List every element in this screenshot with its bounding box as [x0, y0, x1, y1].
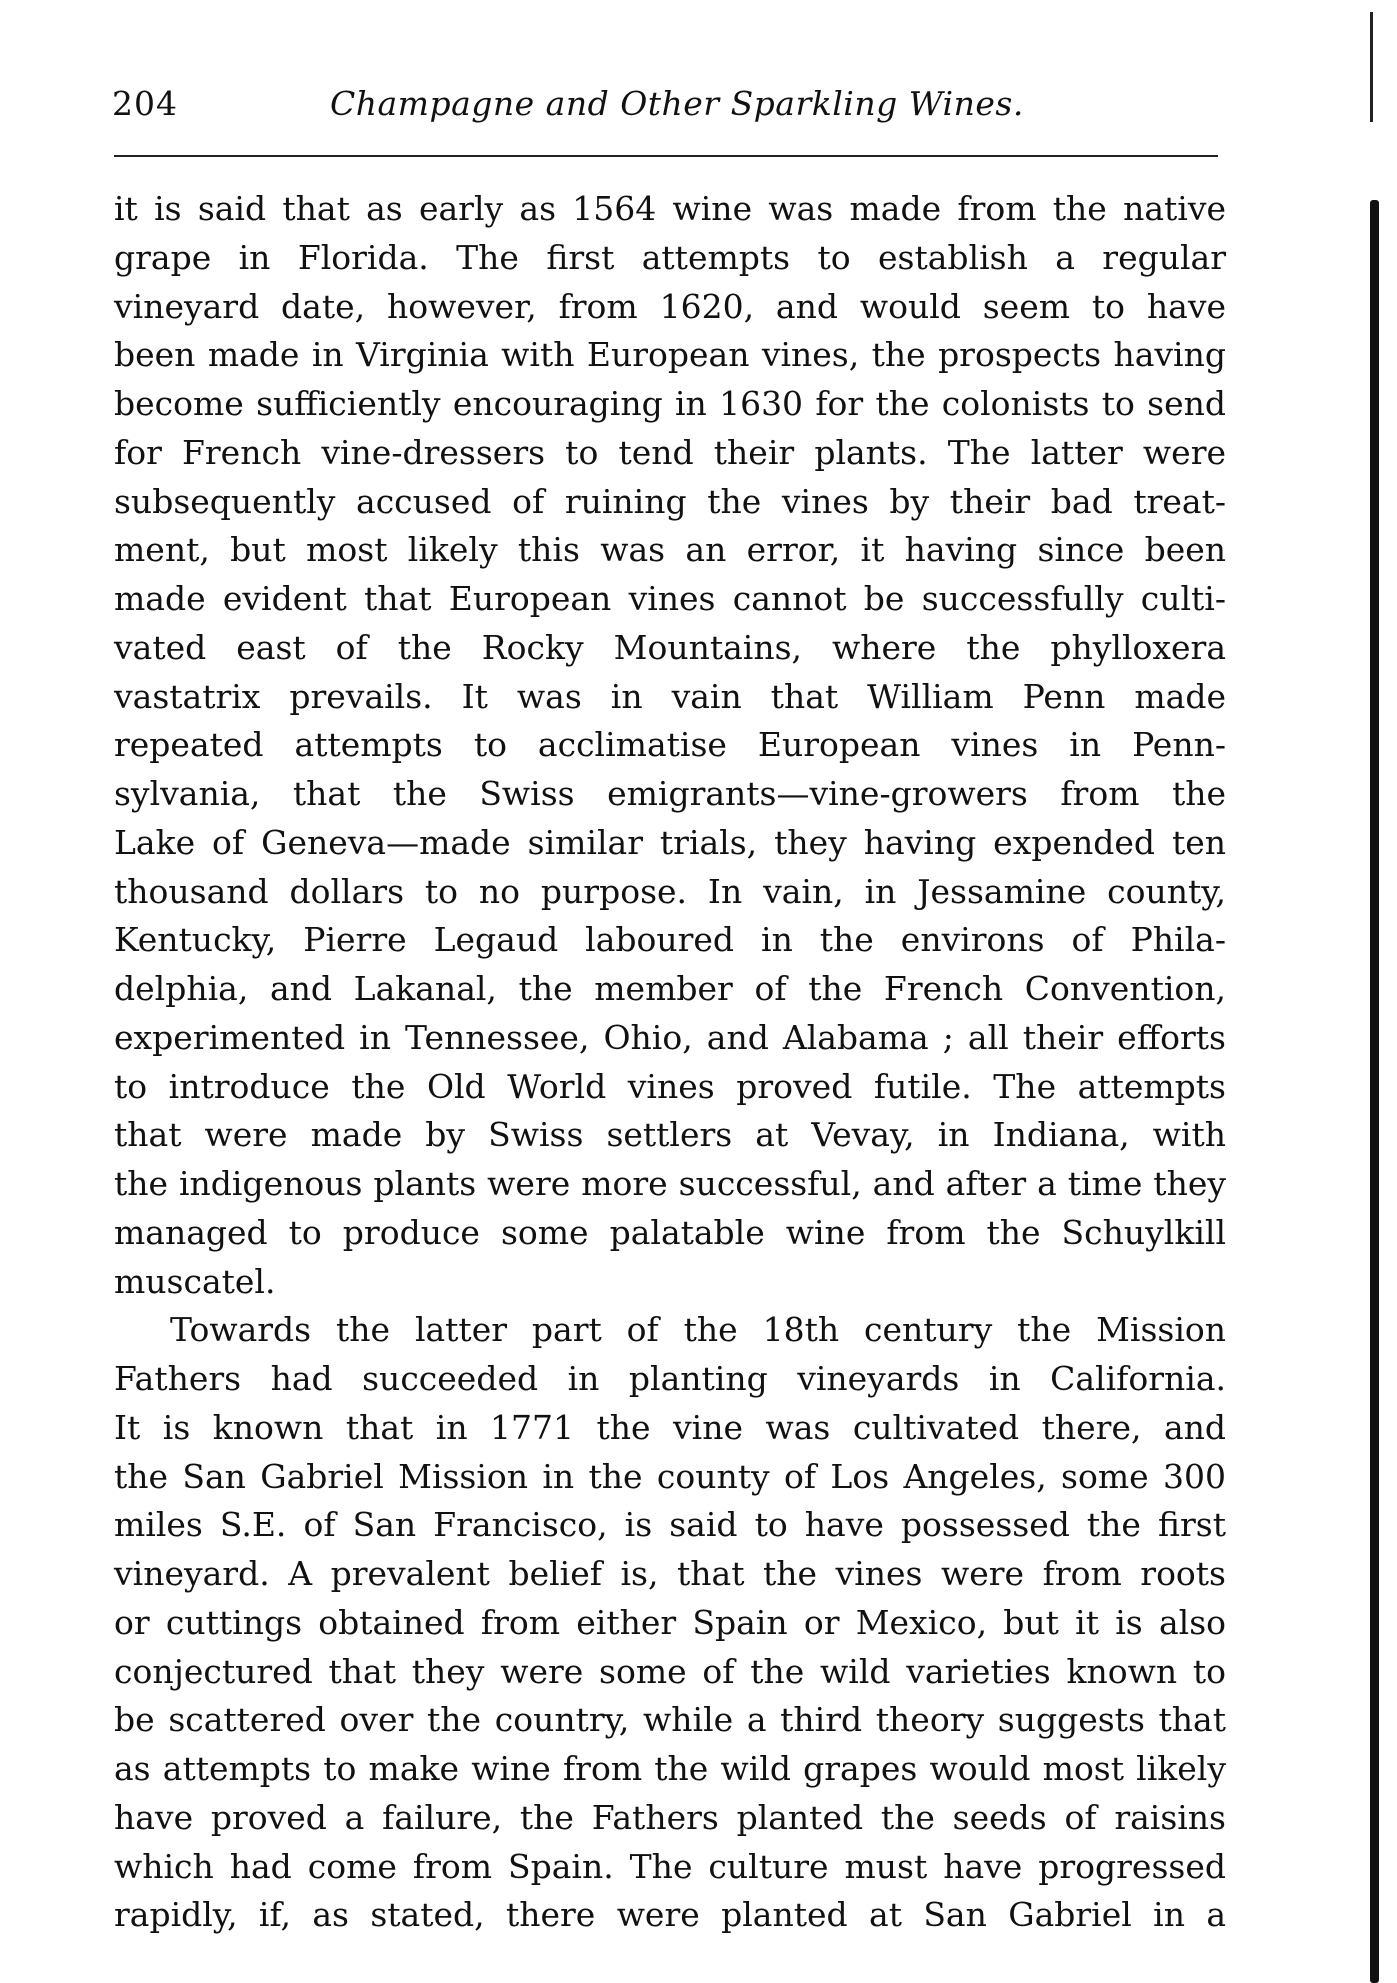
text-line: as attempts to make wine from the wild grapes would most likely	[114, 1749, 1226, 1788]
text-line: Towards the latter part of the 18th century the Mission	[170, 1310, 1226, 1350]
text-line: Fathers had succeeded in planting vineyards in California.	[114, 1359, 1226, 1398]
text-line: the indigenous plants were more successful, and after a time they	[114, 1164, 1226, 1203]
text-line: vineyard date, however, from 1620, and would seem to have	[114, 286, 1226, 326]
text-line: which had come from Spain. The culture must have progressed	[114, 1846, 1226, 1886]
text-line: conjectured that they were some of the wild varieties known to	[114, 1651, 1226, 1691]
text-line: delphia, and Lakanal, the member of the French Convention,	[114, 969, 1226, 1008]
paragraph-2	[114, 1306, 1226, 1940]
page-binding-edge	[1370, 200, 1379, 1983]
text-line: it is said that as early as 1564 wine was made from the native	[114, 189, 1226, 228]
text-line: experimented in Tennessee, Ohio, and Alabama ; all their efforts	[114, 1017, 1226, 1057]
paragraph-1	[114, 185, 1226, 1306]
text-line: rapidly, if, as stated, there were planted at San Gabriel in a	[114, 1895, 1226, 1935]
text-line: that were made by Swiss settlers at Vevay, in Indiana, with	[114, 1115, 1226, 1155]
text-line: muscatel.	[114, 1261, 276, 1301]
text-line: be scattered over the country, while a third theory suggests that	[114, 1700, 1226, 1740]
text-line: ment, but most likely this was an error, it having since been	[114, 530, 1226, 570]
text-line: or cuttings obtained from either Spain or Mexico, but it is also	[114, 1602, 1226, 1642]
text-line: subsequently accused of ruining the vines by their bad treat-	[114, 481, 1226, 521]
text-line: become sufficiently encouraging in 1630 for the colonists to send	[114, 384, 1226, 423]
text-line: managed to produce some palatable wine from the Schuylkill	[114, 1212, 1226, 1252]
body-text	[114, 185, 1226, 1940]
text-line: been made in Virginia with European vines, the prospects having	[114, 335, 1226, 375]
text-line: for French vine-dressers to tend their plants. The latter were	[114, 432, 1226, 472]
text-line: Kentucky, Pierre Legaud laboured in the environs of Phila-	[114, 920, 1226, 960]
text-line: repeated attempts to acclimatise European vines in Penn-	[114, 725, 1226, 765]
text-line: Lake of Geneva—made similar trials, they having expended ten	[114, 822, 1226, 862]
text-line: have proved a failure, the Fathers planted the seeds of raisins	[114, 1797, 1226, 1837]
text-line: vastatrix prevails. It was in vain that William Penn made	[114, 676, 1226, 716]
text-line: vated east of the Rocky Mountains, where the phylloxera	[114, 627, 1226, 667]
text-line: It is known that in 1771 the vine was cultivated there, and	[114, 1407, 1226, 1447]
running-title: Champagne and Other Sparkling Wines.	[330, 84, 1024, 123]
text-line: the San Gabriel Mission in the county of Los Angeles, some 300	[114, 1456, 1226, 1496]
header-rule	[114, 155, 1218, 157]
text-line: made evident that European vines cannot be successfully culti-	[114, 579, 1226, 618]
text-line: vineyard. A prevalent belief is, that the vines were from roots	[114, 1554, 1226, 1593]
text-line: miles S.E. of San Francisco, is said to have possessed the first	[114, 1505, 1226, 1545]
page-number: 204	[112, 84, 178, 123]
text-line: to introduce the Old World vines proved futile. The attempts	[114, 1066, 1226, 1106]
text-line: thousand dollars to no purpose. In vain, in Jessamine county,	[114, 871, 1226, 911]
text-line: grape in Florida. The first attempts to establish a regular	[114, 237, 1226, 277]
page-binding-edge-top	[1370, 12, 1373, 122]
text-line: sylvania, that the Swiss emigrants—vine-growers from the	[114, 774, 1226, 813]
